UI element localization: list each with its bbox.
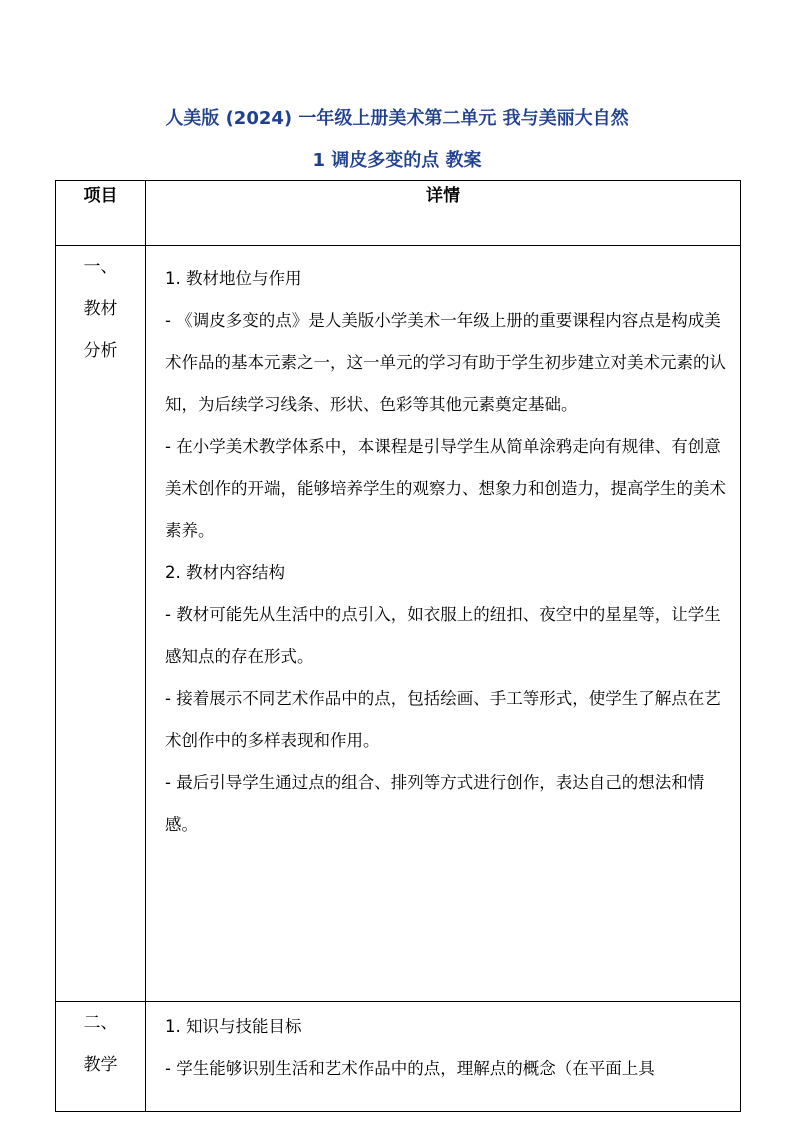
paragraph: 1. 教材地位与作用 xyxy=(165,269,302,288)
lesson-plan-table xyxy=(55,180,741,1112)
document-subtitle: 1 调皮多变的点 教案 xyxy=(312,150,482,171)
row-label-textbook-analysis xyxy=(56,246,146,1002)
paragraph: - 《调皮多变的点》是人美版小学美术一年级上册的重要课程内容点是构成美术作品的基本元素之一，这一单元的学习有助于学生初步建立对美术元素的认知，为后续学习线条、形状、色彩等其他元素奠定基础。 xyxy=(165,311,726,414)
paragraph: - 最后引导学生通过点的组合、排列等方式进行创作，表达自己的想法和情感。 xyxy=(165,773,705,834)
row-content-textbook-analysis xyxy=(146,246,741,1002)
paragraph: - 教材可能先从生活中的点引入，如衣服上的纽扣、夜空中的星星等，让学生感知点的存在形式。 xyxy=(165,605,721,666)
row-label-line: 一、 xyxy=(83,257,118,277)
table-header-row xyxy=(56,181,741,246)
table-row xyxy=(56,246,741,1002)
table-row xyxy=(56,1002,741,1112)
row-label-line: 教学 xyxy=(83,1055,118,1075)
paragraph: - 学生能够识别生活和艺术作品中的点，理解点的概念（在平面上具 xyxy=(165,1059,655,1078)
header-item: 项目 xyxy=(56,181,146,246)
paragraph: - 接着展示不同艺术作品中的点，包括绘画、手工等形式，使学生了解点在艺术创作中的多样表现和作用。 xyxy=(165,689,721,750)
row-label-line: 教材 xyxy=(83,299,118,319)
paragraph: 1. 知识与技能目标 xyxy=(165,1017,302,1036)
document-title: 人美版 (2024) 一年级上册美术第二单元 我与美丽大自然 xyxy=(165,108,629,129)
paragraph: - 在小学美术教学体系中，本课程是引导学生从简单涂鸦走向有规律、有创意美术创作的开端，能够培养学生的观察力、想象力和创造力，提高学生的美术素养。 xyxy=(165,437,726,540)
paragraph: 2. 教材内容结构 xyxy=(165,563,285,582)
row-label-line: 二、 xyxy=(83,1013,118,1033)
row-label-line: 分析 xyxy=(83,341,118,361)
header-details: 详情 xyxy=(146,181,741,246)
row-label-teaching xyxy=(56,1002,146,1112)
row-content-teaching xyxy=(146,1002,741,1112)
